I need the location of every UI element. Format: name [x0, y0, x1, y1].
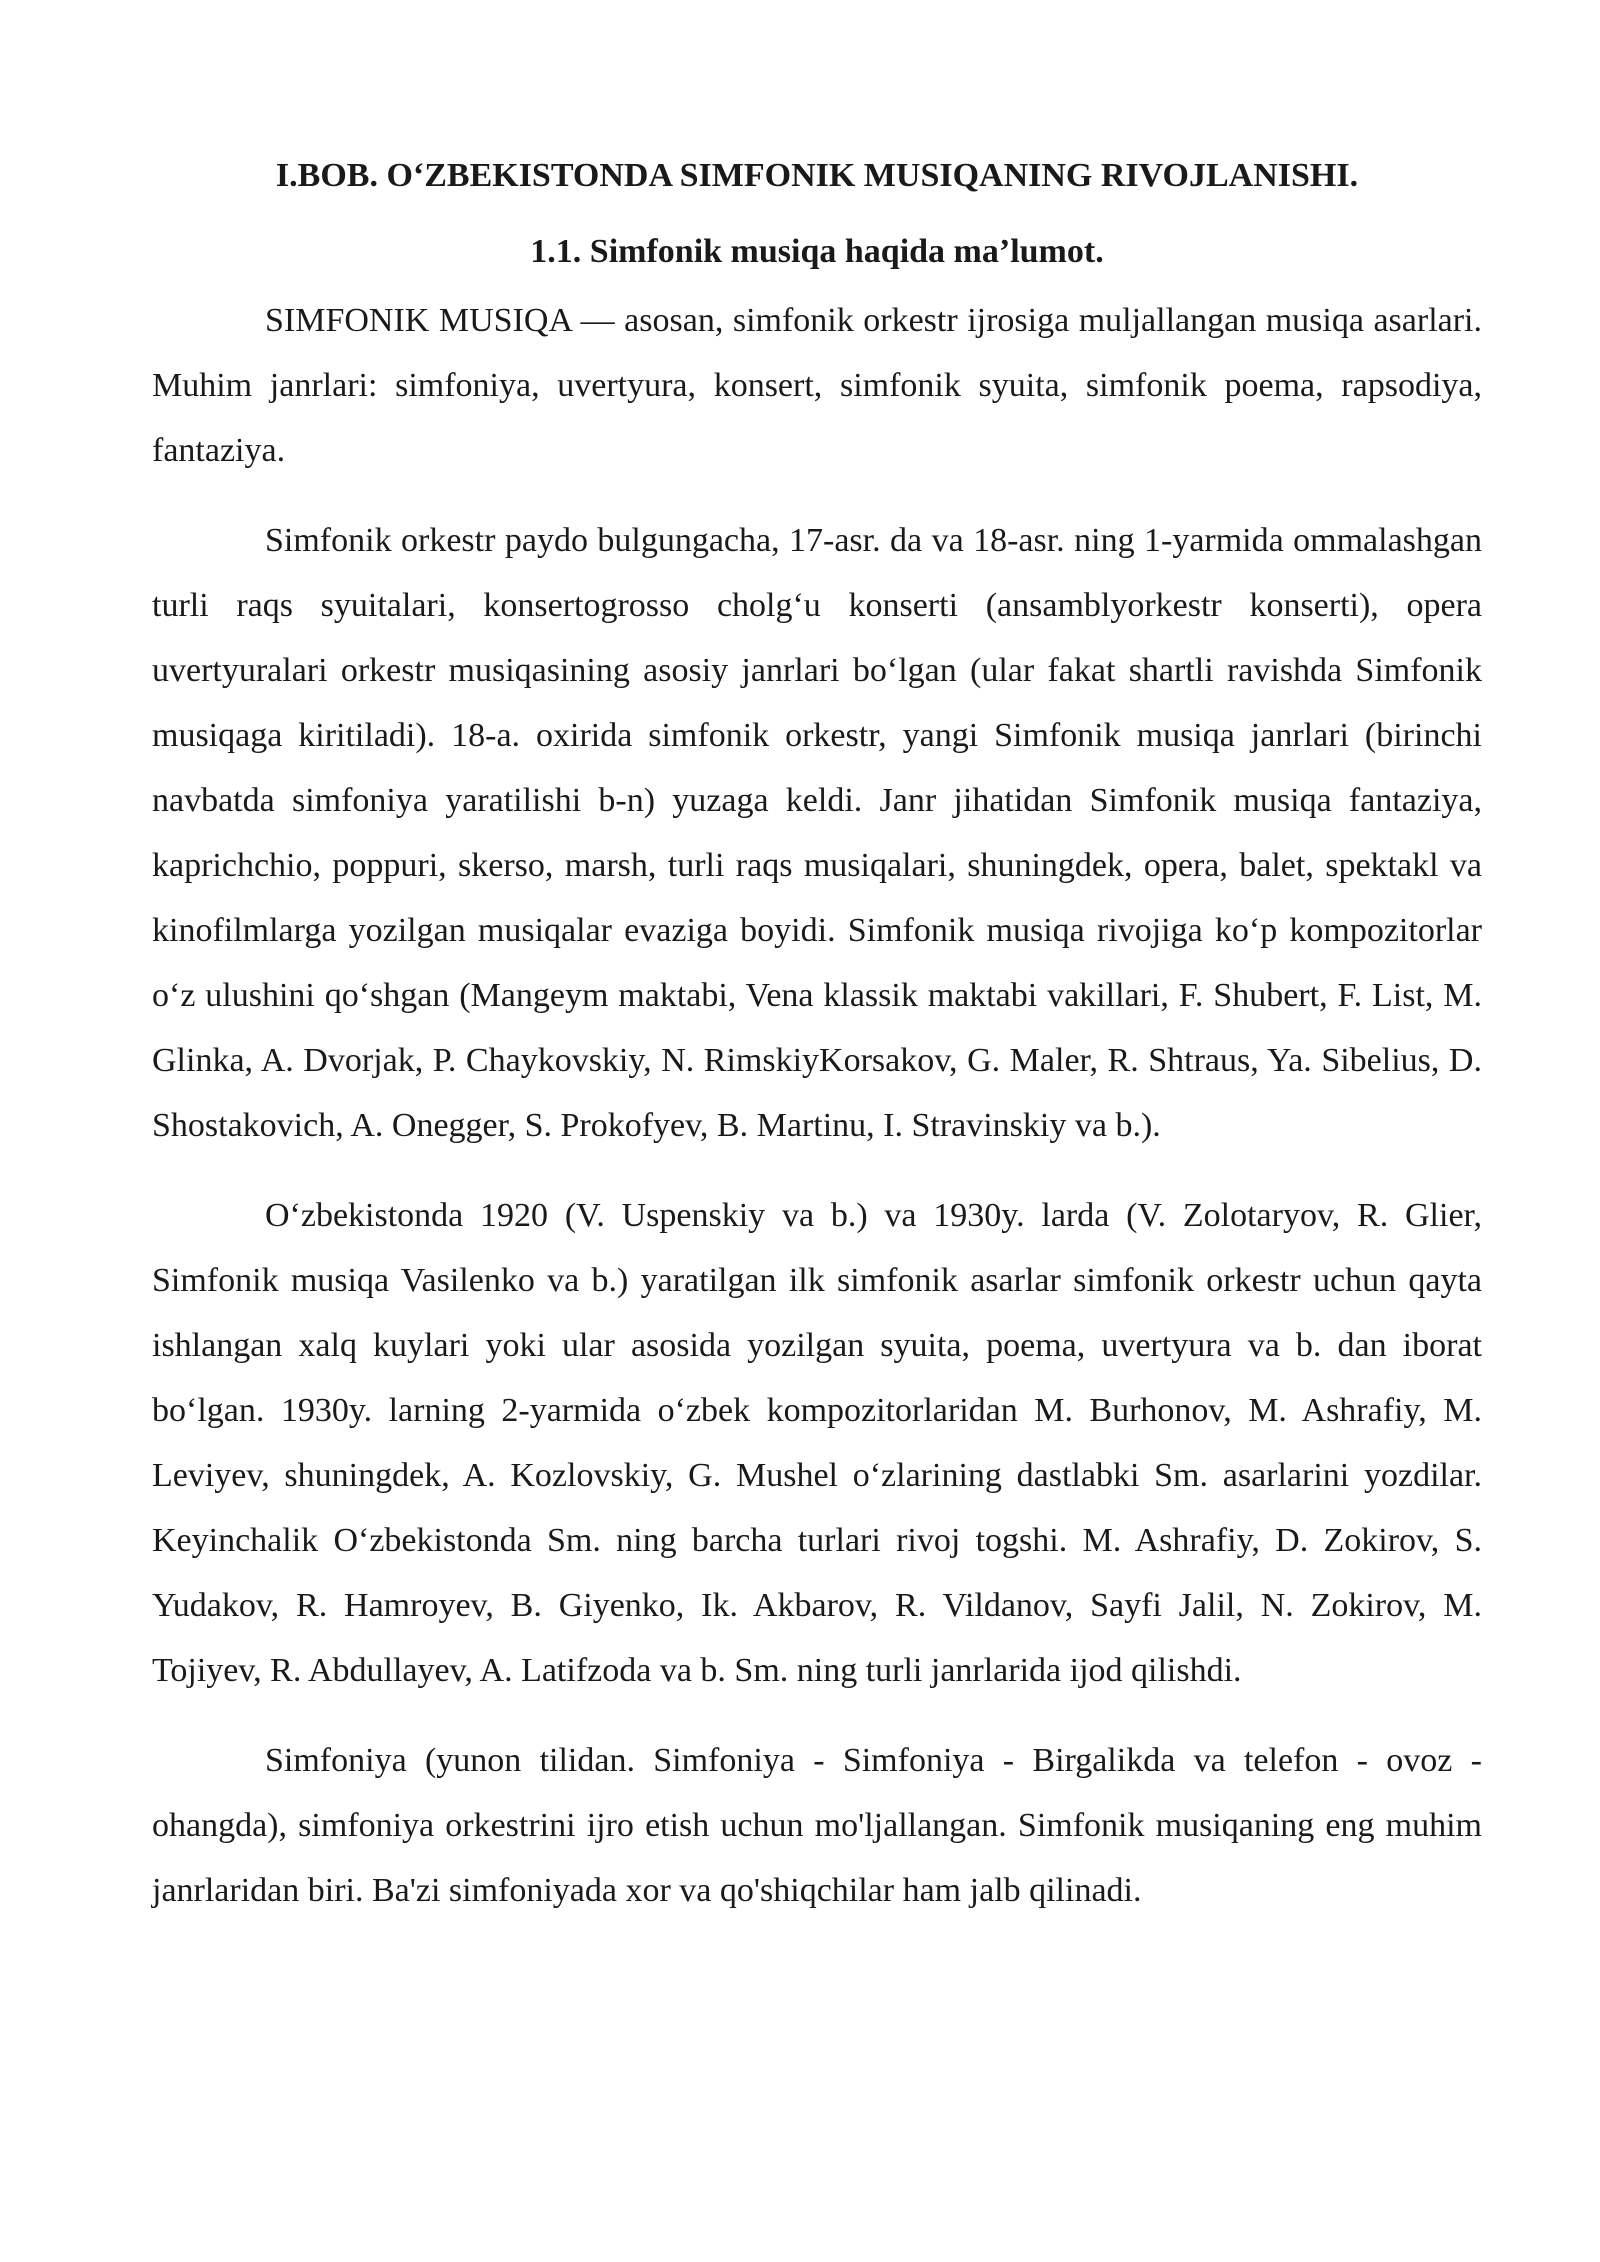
- chapter-title: I.BOB. O‘ZBEKISTONDA SIMFONIK MUSIQANING RIVOJLANISHI.: [275, 157, 1359, 194]
- paragraph-uzbekistan: O‘zbekistonda 1920 (V. Uspenskiy va b.) va 1930y. larda (V. Zolotaryov, R. Glier, Simfonik musiqa Vasilenko va b.) yaratilgan ilk simfonik asarlar simfonik orkestr uchun qayta ishlangan xalq kuylari yoki ular asosida yozilgan syuita, poema, uvertyura va b. dan iborat bo‘lgan. 1930y. larning 2-yarmida o‘zbek kompozitorlaridan M. Burhonov, M. Ashrafiy, M. Leviyev, shuningdek, A. Kozlovskiy, G. Mushel o‘zlarining dastlabki Sm. asarlarini yozdilar. Keyinchalik O‘zbekistonda Sm. ning barcha turlari rivoj togshi. M. Ashrafiy, D. Zokirov, S. Yudakov, R. Hamroyev, B. Giyenko, Ik. Akbarov, R. Vildanov, Sayfi Jalil, N. Zokirov, M. Tojiyev, R. Abdullayev, A. Latifzoda va b. Sm. ning turli janrlarida ijod qilishdi.: [152, 1197, 1482, 1689]
- paragraph-symphony: Simfoniya (yunon tilidan. Simfoniya - Simfoniya - Birgalikda va telefon - ovoz - ohangda), simfoniya orkestrini ijro etish uchun mo'ljallangan. Simfonik musiqaning eng muhim janrlaridan biri. Ba'zi simfoniyada xor va qo'shiqchilar ham jalb qilinadi.: [152, 1742, 1482, 1909]
- paragraph-history: Simfonik orkestr paydo bulgungacha, 17-asr. da va 18-asr. ning 1-yarmida ommalashgan turli raqs syuitalari, konsertogrosso cholg‘u konserti (ansamblyorkestr konserti), opera uvertyuralari orkestr musiqasining asosiy janrlari bo‘lgan (ular fakat shartli ravishda Simfonik musiqaga kiritiladi). 18-a. oxirida simfonik orkestr, yangi Simfonik musiqa janrlari (birinchi navbatda simfoniya yaratilishi b-n) yuzaga keldi. Janr jihatidan Simfonik musiqa fantaziya, kaprichchio, poppuri, skerso, marsh, turli raqs musiqalari, shuningdek, opera, balet, spektakl va kinofilmlarga yozilgan musiqalar evaziga boyidi. Simfonik musiqa rivojiga ko‘p kompozitorlar o‘z ulushini qo‘shgan (Mangeym maktabi, Vena klassik maktabi vakillari, F. Shubert, F. List, M. Glinka, A. Dvorjak, P. Chaykovskiy, N. RimskiyKorsakov, G. Maler, R. Shtraus, Ya. Sibelius, D. Shostakovich, A. Onegger, S. Prokofyev, B. Martinu, I. Stravinskiy va b.).: [152, 522, 1482, 1144]
- section-title: 1.1. Simfonik musiqa haqida ma’lumot.: [530, 233, 1104, 270]
- document-page: [152, 152, 1482, 1948]
- paragraph-intro: SIMFONIK MUSIQA — asosan, simfonik orkestr ijrosiga muljallangan musiqa asarlari. Muhim janrlari: simfoniya, uvertyura, konsert, simfonik syuita, simfonik poema, rapsodiya, fantaziya.: [152, 302, 1482, 469]
